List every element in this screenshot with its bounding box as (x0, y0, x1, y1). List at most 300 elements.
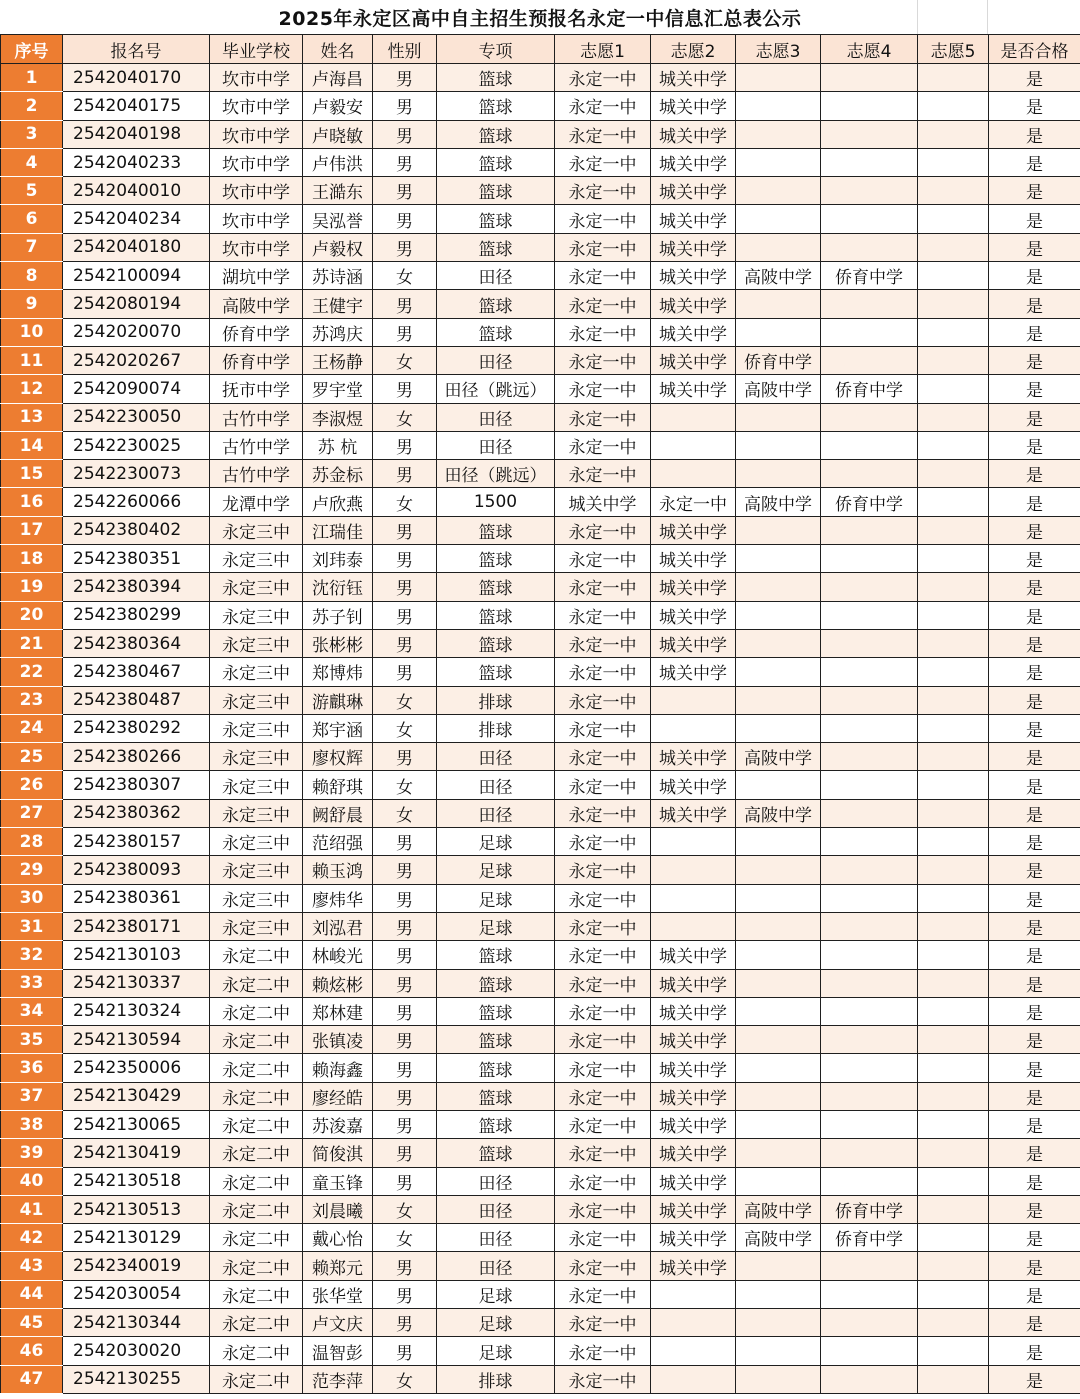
col-seq-cell[interactable]: 26 (1, 771, 63, 799)
col-gender-cell[interactable]: 男 (373, 1026, 437, 1054)
col-reg-number-cell[interactable]: 2542040170 (63, 64, 210, 92)
col-specialty-cell[interactable]: 足球 (437, 1309, 555, 1337)
col-reg-number-cell[interactable]: 2542080194 (63, 290, 210, 318)
col-choice-5-cell[interactable] (918, 148, 989, 176)
col-choice-2-cell[interactable] (651, 884, 736, 912)
col-seq-cell[interactable]: 22 (1, 658, 63, 686)
col-choice-3-cell[interactable] (736, 771, 821, 799)
col-seq-cell[interactable]: 12 (1, 375, 63, 403)
col-choice-5-cell[interactable] (918, 1309, 989, 1337)
col-choice-4-cell[interactable]: 侨育中学 (821, 375, 918, 403)
col-choice-5-cell[interactable] (918, 601, 989, 629)
col-school-cell[interactable]: 永定二中 (210, 969, 303, 997)
col-gender-cell[interactable]: 女 (373, 714, 437, 742)
col-choice-1-cell[interactable]: 永定一中 (555, 771, 651, 799)
col-choice-1-cell[interactable]: 永定一中 (555, 233, 651, 261)
col-reg-number-cell[interactable]: 2542130065 (63, 1110, 210, 1138)
col-gender-cell[interactable]: 男 (373, 969, 437, 997)
col-choice-3-cell[interactable] (736, 1252, 821, 1280)
col-choice-1-cell[interactable]: 永定一中 (555, 658, 651, 686)
col-choice-3-cell[interactable] (736, 1280, 821, 1308)
col-choice-3-cell[interactable] (736, 629, 821, 657)
col-choice-3-cell[interactable] (736, 1139, 821, 1167)
col-qualified-cell[interactable]: 是 (989, 1054, 1080, 1082)
col-seq-cell[interactable]: 38 (1, 1110, 63, 1138)
col-school-cell[interactable]: 永定二中 (210, 1110, 303, 1138)
col-choice-5-cell[interactable] (918, 233, 989, 261)
col-choice-1-cell[interactable]: 永定一中 (555, 884, 651, 912)
col-qualified-cell[interactable]: 是 (989, 460, 1080, 488)
col-seq-cell[interactable]: 9 (1, 290, 63, 318)
col-seq-cell[interactable]: 1 (1, 64, 63, 92)
col-qualified-cell[interactable]: 是 (989, 92, 1080, 120)
col-reg-number-cell[interactable]: 2542030054 (63, 1280, 210, 1308)
col-seq-cell[interactable]: 8 (1, 262, 63, 290)
col-choice-5-cell[interactable] (918, 743, 989, 771)
col-choice-5-cell[interactable] (918, 1280, 989, 1308)
col-name-cell[interactable]: 卢晓敏 (303, 120, 373, 148)
col-choice-3-cell[interactable] (736, 941, 821, 969)
col-choice-4-cell[interactable] (821, 1139, 918, 1167)
col-choice-5-cell[interactable] (918, 177, 989, 205)
col-reg-number-cell[interactable]: 2542380364 (63, 629, 210, 657)
col-choice-1-cell[interactable]: 永定一中 (555, 1026, 651, 1054)
col-reg-number-cell[interactable]: 2542230025 (63, 431, 210, 459)
col-gender-cell[interactable]: 女 (373, 771, 437, 799)
col-name-cell[interactable]: 刘晨曦 (303, 1195, 373, 1223)
col-choice-4-cell[interactable] (821, 460, 918, 488)
col-reg-number-cell[interactable]: 2542380171 (63, 912, 210, 940)
col-qualified-cell[interactable]: 是 (989, 658, 1080, 686)
col-choice-2-cell[interactable]: 城关中学 (651, 658, 736, 686)
col-gender-cell[interactable]: 女 (373, 686, 437, 714)
col-choice-5-cell[interactable] (918, 1252, 989, 1280)
col-name-cell[interactable]: 郑林建 (303, 997, 373, 1025)
col-seq-cell[interactable]: 15 (1, 460, 63, 488)
col-gender-cell[interactable]: 男 (373, 120, 437, 148)
col-school-cell[interactable]: 坎市中学 (210, 120, 303, 148)
col-name-cell[interactable]: 戴心怡 (303, 1224, 373, 1252)
col-school-cell[interactable]: 永定二中 (210, 1280, 303, 1308)
col-specialty-cell[interactable]: 田径（跳远） (437, 375, 555, 403)
col-qualified-cell[interactable]: 是 (989, 1280, 1080, 1308)
col-name-cell[interactable]: 范李萍 (303, 1365, 373, 1393)
col-seq-cell[interactable]: 46 (1, 1337, 63, 1365)
col-school-cell[interactable]: 永定二中 (210, 1167, 303, 1195)
col-gender-cell[interactable]: 女 (373, 1195, 437, 1223)
col-choice-1-cell[interactable]: 永定一中 (555, 969, 651, 997)
col-choice-3-cell[interactable] (736, 1167, 821, 1195)
col-choice-2-cell[interactable]: 城关中学 (651, 148, 736, 176)
col-choice-1-cell[interactable]: 永定一中 (555, 460, 651, 488)
col-choice-5-cell[interactable] (918, 403, 989, 431)
col-school-cell[interactable]: 永定二中 (210, 1252, 303, 1280)
col-choice-5-cell[interactable] (918, 64, 989, 92)
col-choice-1-cell[interactable]: 永定一中 (555, 686, 651, 714)
col-choice-1-cell[interactable]: 永定一中 (555, 1252, 651, 1280)
col-school-cell[interactable]: 古竹中学 (210, 431, 303, 459)
col-qualified-cell[interactable]: 是 (989, 828, 1080, 856)
col-choice-3-cell[interactable] (736, 1110, 821, 1138)
col-choice-3-cell[interactable] (736, 601, 821, 629)
col-choice-1-cell[interactable]: 永定一中 (555, 1337, 651, 1365)
col-reg-number-header[interactable]: 报名号 (63, 35, 210, 64)
col-choice-2-cell[interactable]: 城关中学 (651, 601, 736, 629)
col-qualified-cell[interactable]: 是 (989, 969, 1080, 997)
col-specialty-cell[interactable]: 足球 (437, 1280, 555, 1308)
col-seq-cell[interactable]: 4 (1, 148, 63, 176)
col-choice-5-cell[interactable] (918, 120, 989, 148)
col-name-cell[interactable]: 王杨静 (303, 346, 373, 374)
col-seq-cell[interactable]: 43 (1, 1252, 63, 1280)
col-choice-4-cell[interactable] (821, 686, 918, 714)
col-gender-cell[interactable]: 女 (373, 799, 437, 827)
col-choice-3-cell[interactable]: 高陂中学 (736, 799, 821, 827)
col-seq-cell[interactable]: 28 (1, 828, 63, 856)
col-choice-4-cell[interactable]: 侨育中学 (821, 488, 918, 516)
col-choice-2-cell[interactable]: 城关中学 (651, 573, 736, 601)
col-specialty-cell[interactable]: 足球 (437, 856, 555, 884)
col-name-cell[interactable]: 沈衍钰 (303, 573, 373, 601)
col-choice-5-cell[interactable] (918, 290, 989, 318)
col-school-cell[interactable]: 永定二中 (210, 997, 303, 1025)
col-specialty-cell[interactable]: 篮球 (437, 92, 555, 120)
col-choice-5-cell[interactable] (918, 205, 989, 233)
col-school-cell[interactable]: 永定三中 (210, 714, 303, 742)
col-choice-3-cell[interactable]: 高陂中学 (736, 488, 821, 516)
col-reg-number-cell[interactable]: 2542380467 (63, 658, 210, 686)
col-name-cell[interactable]: 温智彭 (303, 1337, 373, 1365)
col-specialty-cell[interactable]: 足球 (437, 828, 555, 856)
col-qualified-cell[interactable]: 是 (989, 799, 1080, 827)
col-seq-cell[interactable]: 33 (1, 969, 63, 997)
col-specialty-cell[interactable]: 田径 (437, 771, 555, 799)
col-school-cell[interactable]: 永定三中 (210, 856, 303, 884)
col-choice-4-cell[interactable] (821, 177, 918, 205)
col-gender-cell[interactable]: 女 (373, 403, 437, 431)
col-school-cell[interactable]: 永定二中 (210, 1054, 303, 1082)
col-specialty-cell[interactable]: 田径（跳远） (437, 460, 555, 488)
col-choice-3-cell[interactable] (736, 686, 821, 714)
col-choice-4-cell[interactable] (821, 601, 918, 629)
col-choice-5-cell[interactable] (918, 516, 989, 544)
col-name-cell[interactable]: 童玉锋 (303, 1167, 373, 1195)
col-name-cell[interactable]: 赖海鑫 (303, 1054, 373, 1082)
col-school-cell[interactable]: 侨育中学 (210, 318, 303, 346)
col-choice-3-cell[interactable] (736, 148, 821, 176)
col-qualified-cell[interactable]: 是 (989, 262, 1080, 290)
col-seq-cell[interactable]: 2 (1, 92, 63, 120)
col-choice-4-cell[interactable] (821, 1167, 918, 1195)
col-reg-number-cell[interactable]: 2542130594 (63, 1026, 210, 1054)
col-name-cell[interactable]: 卢文庆 (303, 1309, 373, 1337)
col-gender-cell[interactable]: 男 (373, 545, 437, 573)
col-choice-4-cell[interactable] (821, 658, 918, 686)
col-choice-2-cell[interactable]: 城关中学 (651, 545, 736, 573)
col-choice-1-cell[interactable]: 永定一中 (555, 856, 651, 884)
col-specialty-cell[interactable]: 田径 (437, 1252, 555, 1280)
col-reg-number-cell[interactable]: 2542130429 (63, 1082, 210, 1110)
col-choice-1-cell[interactable]: 永定一中 (555, 120, 651, 148)
col-choice-1-cell[interactable]: 永定一中 (555, 1365, 651, 1393)
col-choice-3-cell[interactable] (736, 969, 821, 997)
col-name-cell[interactable]: 张彬彬 (303, 629, 373, 657)
col-specialty-cell[interactable]: 足球 (437, 884, 555, 912)
col-gender-cell[interactable]: 男 (373, 1309, 437, 1337)
col-choice-3-cell[interactable] (736, 1365, 821, 1393)
col-seq-cell[interactable]: 6 (1, 205, 63, 233)
col-name-cell[interactable]: 卢欣燕 (303, 488, 373, 516)
col-gender-cell[interactable]: 女 (373, 1365, 437, 1393)
col-gender-cell[interactable]: 男 (373, 743, 437, 771)
col-seq-cell[interactable]: 10 (1, 318, 63, 346)
col-gender-cell[interactable]: 男 (373, 573, 437, 601)
col-gender-cell[interactable]: 男 (373, 941, 437, 969)
col-choice-2-cell[interactable] (651, 828, 736, 856)
col-specialty-cell[interactable]: 排球 (437, 1365, 555, 1393)
col-choice-3-cell[interactable] (736, 318, 821, 346)
col-school-cell[interactable]: 永定三中 (210, 516, 303, 544)
col-qualified-cell[interactable]: 是 (989, 912, 1080, 940)
col-specialty-cell[interactable]: 篮球 (437, 1082, 555, 1110)
col-choice-1-cell[interactable]: 永定一中 (555, 912, 651, 940)
col-specialty-cell[interactable]: 篮球 (437, 1026, 555, 1054)
col-choice-5-cell[interactable] (918, 1110, 989, 1138)
col-choice-5-cell[interactable] (918, 828, 989, 856)
col-reg-number-cell[interactable]: 2542230073 (63, 460, 210, 488)
col-specialty-cell[interactable]: 篮球 (437, 516, 555, 544)
col-choice-4-cell[interactable] (821, 1280, 918, 1308)
col-name-cell[interactable]: 江瑞佳 (303, 516, 373, 544)
col-school-cell[interactable]: 抚市中学 (210, 375, 303, 403)
col-school-cell[interactable]: 永定三中 (210, 884, 303, 912)
col-seq-cell[interactable]: 34 (1, 997, 63, 1025)
col-qualified-cell[interactable]: 是 (989, 856, 1080, 884)
col-choice-3-cell[interactable] (736, 912, 821, 940)
col-reg-number-cell[interactable]: 2542350006 (63, 1054, 210, 1082)
col-qualified-cell[interactable]: 是 (989, 1224, 1080, 1252)
col-choice-2-cell[interactable]: 城关中学 (651, 997, 736, 1025)
col-choice-1-cell[interactable]: 永定一中 (555, 941, 651, 969)
col-choice-2-cell[interactable]: 城关中学 (651, 205, 736, 233)
col-gender-cell[interactable]: 男 (373, 148, 437, 176)
col-choice-2-cell[interactable] (651, 460, 736, 488)
col-specialty-cell[interactable]: 篮球 (437, 177, 555, 205)
col-school-cell[interactable]: 永定二中 (210, 1026, 303, 1054)
col-choice-2-cell[interactable]: 城关中学 (651, 629, 736, 657)
col-seq-cell[interactable]: 35 (1, 1026, 63, 1054)
col-reg-number-cell[interactable]: 2542130344 (63, 1309, 210, 1337)
col-school-cell[interactable]: 永定二中 (210, 1082, 303, 1110)
col-qualified-cell[interactable]: 是 (989, 403, 1080, 431)
col-choice-3-cell[interactable]: 侨育中学 (736, 346, 821, 374)
col-reg-number-cell[interactable]: 2542380351 (63, 545, 210, 573)
col-choice-1-cell[interactable]: 永定一中 (555, 629, 651, 657)
col-choice-2-cell[interactable]: 城关中学 (651, 290, 736, 318)
col-choice-2-cell[interactable] (651, 431, 736, 459)
col-seq-cell[interactable]: 11 (1, 346, 63, 374)
col-qualified-cell[interactable]: 是 (989, 516, 1080, 544)
col-choice-4-cell[interactable] (821, 516, 918, 544)
col-school-cell[interactable]: 永定三中 (210, 743, 303, 771)
col-gender-cell[interactable]: 男 (373, 431, 437, 459)
col-seq-cell[interactable]: 31 (1, 912, 63, 940)
col-gender-cell[interactable]: 男 (373, 601, 437, 629)
col-seq-cell[interactable]: 44 (1, 1280, 63, 1308)
col-choice-5-cell[interactable] (918, 1337, 989, 1365)
col-qualified-cell[interactable]: 是 (989, 714, 1080, 742)
col-choice-2-cell[interactable]: 城关中学 (651, 64, 736, 92)
col-choice-5-cell[interactable] (918, 969, 989, 997)
col-choice-3-cell[interactable] (736, 1054, 821, 1082)
col-specialty-cell[interactable]: 篮球 (437, 997, 555, 1025)
col-choice-3-cell[interactable] (736, 64, 821, 92)
col-choice-2-cell[interactable]: 城关中学 (651, 1054, 736, 1082)
col-qualified-cell[interactable]: 是 (989, 743, 1080, 771)
col-reg-number-cell[interactable]: 2542040234 (63, 205, 210, 233)
col-choice-3-cell[interactable] (736, 120, 821, 148)
col-school-cell[interactable]: 坎市中学 (210, 148, 303, 176)
col-qualified-cell[interactable]: 是 (989, 545, 1080, 573)
col-choice-3-cell[interactable] (736, 828, 821, 856)
col-choice-5-cell[interactable] (918, 573, 989, 601)
col-qualified-cell[interactable]: 是 (989, 1026, 1080, 1054)
col-choice-3-cell[interactable]: 高陂中学 (736, 262, 821, 290)
col-seq-cell[interactable]: 18 (1, 545, 63, 573)
col-school-cell[interactable]: 古竹中学 (210, 460, 303, 488)
col-specialty-cell[interactable]: 篮球 (437, 64, 555, 92)
col-name-cell[interactable]: 卢毅权 (303, 233, 373, 261)
col-reg-number-cell[interactable]: 2542130419 (63, 1139, 210, 1167)
col-gender-cell[interactable]: 男 (373, 177, 437, 205)
col-school-cell[interactable]: 永定三中 (210, 686, 303, 714)
col-school-cell[interactable]: 坎市中学 (210, 177, 303, 205)
col-choice-2-cell[interactable]: 城关中学 (651, 969, 736, 997)
col-choice-3-cell[interactable] (736, 997, 821, 1025)
col-choice-2-cell[interactable] (651, 686, 736, 714)
col-choice-5-cell[interactable] (918, 431, 989, 459)
col-reg-number-cell[interactable]: 2542130324 (63, 997, 210, 1025)
col-choice-2-cell[interactable]: 城关中学 (651, 941, 736, 969)
col-reg-number-cell[interactable]: 2542020070 (63, 318, 210, 346)
col-seq-cell[interactable]: 27 (1, 799, 63, 827)
col-reg-number-cell[interactable]: 2542100094 (63, 262, 210, 290)
col-gender-cell[interactable]: 男 (373, 1252, 437, 1280)
col-school-cell[interactable]: 永定二中 (210, 1309, 303, 1337)
col-reg-number-cell[interactable]: 2542380361 (63, 884, 210, 912)
col-choice-3-cell[interactable] (736, 1309, 821, 1337)
col-specialty-cell[interactable]: 田径 (437, 1167, 555, 1195)
col-qualified-cell[interactable]: 是 (989, 346, 1080, 374)
col-specialty-cell[interactable]: 篮球 (437, 290, 555, 318)
col-choice-5-cell[interactable] (918, 941, 989, 969)
col-seq-cell[interactable]: 20 (1, 601, 63, 629)
col-name-cell[interactable]: 刘泓君 (303, 912, 373, 940)
col-name-cell[interactable]: 阙舒晨 (303, 799, 373, 827)
col-seq-cell[interactable]: 42 (1, 1224, 63, 1252)
col-reg-number-cell[interactable]: 2542380093 (63, 856, 210, 884)
col-choice-3-cell[interactable]: 高陂中学 (736, 375, 821, 403)
col-choice-1-cell[interactable]: 永定一中 (555, 1309, 651, 1337)
col-specialty-cell[interactable]: 田径 (437, 799, 555, 827)
col-school-cell[interactable]: 坎市中学 (210, 233, 303, 261)
col-reg-number-cell[interactable]: 2542090074 (63, 375, 210, 403)
col-choice-4-cell[interactable] (821, 941, 918, 969)
col-qualified-header[interactable]: 是否合格 (989, 35, 1080, 64)
col-choice-5-cell[interactable] (918, 714, 989, 742)
col-choice-3-cell[interactable] (736, 1026, 821, 1054)
col-name-cell[interactable]: 卢伟洪 (303, 148, 373, 176)
col-name-cell[interactable]: 卢海昌 (303, 64, 373, 92)
col-qualified-cell[interactable]: 是 (989, 884, 1080, 912)
col-choice-5-cell[interactable] (918, 488, 989, 516)
col-reg-number-cell[interactable]: 2542380157 (63, 828, 210, 856)
col-specialty-cell[interactable]: 篮球 (437, 601, 555, 629)
col-choice-2-cell[interactable]: 城关中学 (651, 1082, 736, 1110)
col-choice-4-cell[interactable] (821, 290, 918, 318)
col-choice-2-cell[interactable]: 城关中学 (651, 233, 736, 261)
col-specialty-cell[interactable]: 足球 (437, 1337, 555, 1365)
col-name-cell[interactable]: 郑博炜 (303, 658, 373, 686)
col-school-cell[interactable]: 古竹中学 (210, 403, 303, 431)
col-specialty-cell[interactable]: 篮球 (437, 233, 555, 261)
col-choice-4-cell[interactable] (821, 997, 918, 1025)
col-choice-2-cell[interactable] (651, 714, 736, 742)
col-school-cell[interactable]: 永定二中 (210, 941, 303, 969)
col-seq-cell[interactable]: 16 (1, 488, 63, 516)
col-choice-5-cell[interactable] (918, 658, 989, 686)
col-gender-cell[interactable]: 男 (373, 92, 437, 120)
col-choice-4-cell[interactable] (821, 431, 918, 459)
col-school-cell[interactable]: 永定二中 (210, 1139, 303, 1167)
col-choice-1-cell[interactable]: 永定一中 (555, 545, 651, 573)
col-choice-5-cell[interactable] (918, 629, 989, 657)
col-choice-5-cell[interactable] (918, 318, 989, 346)
col-name-cell[interactable]: 范绍强 (303, 828, 373, 856)
col-choice-2-cell[interactable]: 城关中学 (651, 1195, 736, 1223)
col-choice-3-cell[interactable] (736, 290, 821, 318)
col-choice-4-cell[interactable] (821, 120, 918, 148)
col-seq-cell[interactable]: 23 (1, 686, 63, 714)
col-specialty-cell[interactable]: 排球 (437, 714, 555, 742)
col-choice-3-cell[interactable] (736, 233, 821, 261)
col-choice-3-cell[interactable] (736, 431, 821, 459)
col-reg-number-cell[interactable]: 2542040198 (63, 120, 210, 148)
col-school-cell[interactable]: 永定三中 (210, 658, 303, 686)
col-gender-cell[interactable]: 男 (373, 460, 437, 488)
col-qualified-cell[interactable]: 是 (989, 941, 1080, 969)
col-choice-4-cell[interactable] (821, 1252, 918, 1280)
col-choice-2-cell[interactable]: 城关中学 (651, 375, 736, 403)
col-reg-number-cell[interactable]: 2542040175 (63, 92, 210, 120)
col-choice-2-cell[interactable]: 城关中学 (651, 771, 736, 799)
col-qualified-cell[interactable]: 是 (989, 205, 1080, 233)
col-specialty-cell[interactable]: 篮球 (437, 969, 555, 997)
col-school-cell[interactable]: 坎市中学 (210, 64, 303, 92)
col-qualified-cell[interactable]: 是 (989, 290, 1080, 318)
col-reg-number-cell[interactable]: 2542380362 (63, 799, 210, 827)
col-choice-1-cell[interactable]: 永定一中 (555, 1082, 651, 1110)
col-specialty-cell[interactable]: 篮球 (437, 658, 555, 686)
col-specialty-cell[interactable]: 篮球 (437, 545, 555, 573)
col-school-cell[interactable]: 永定二中 (210, 1365, 303, 1393)
col-choice-3-cell[interactable] (736, 205, 821, 233)
col-choice-4-cell[interactable] (821, 1110, 918, 1138)
col-school-cell[interactable]: 侨育中学 (210, 346, 303, 374)
col-choice-2-cell[interactable]: 城关中学 (651, 743, 736, 771)
col-choice-5-cell[interactable] (918, 771, 989, 799)
col-gender-cell[interactable]: 男 (373, 318, 437, 346)
